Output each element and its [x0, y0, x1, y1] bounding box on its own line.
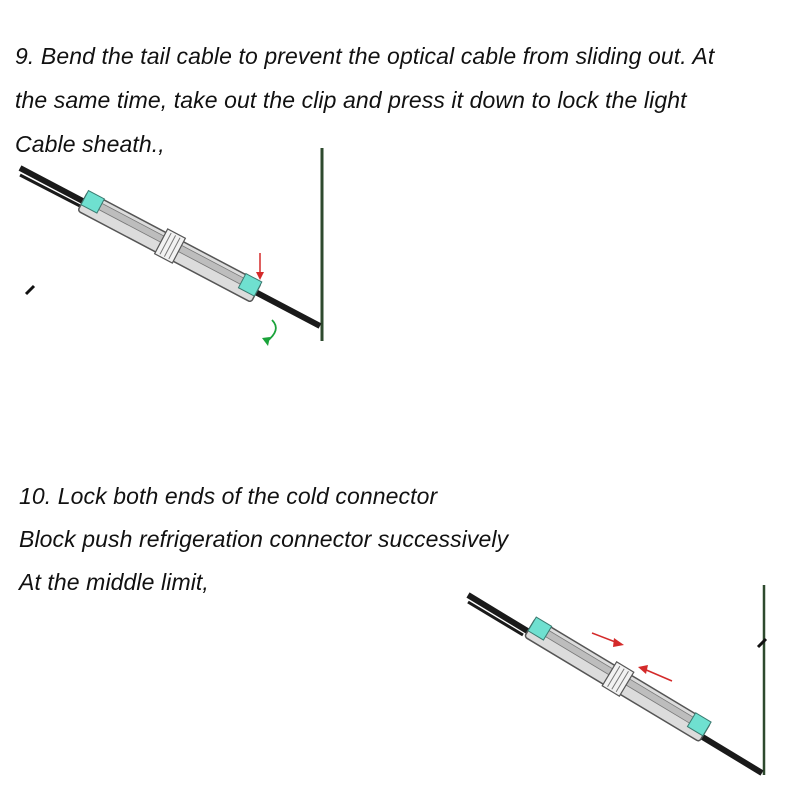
step-9-line-3: Cable sheath.,	[15, 131, 165, 157]
step-9-line-1: 9. Bend the tail cable to prevent the optical cable from sliding out. At	[15, 43, 715, 69]
step-9-illustration	[20, 148, 330, 348]
step-10-instructions	[19, 475, 508, 604]
step-10-illustration	[468, 585, 768, 785]
step-10-line-1: 10. Lock both ends of the cold connector	[19, 483, 438, 509]
arrow-right-icon	[592, 633, 624, 647]
cold-connector	[77, 188, 263, 304]
arrow-left-icon	[638, 665, 672, 681]
step-9-instructions	[15, 34, 714, 166]
cold-connector	[523, 614, 712, 743]
step-9-line-2: the same time, take out the clip and press it down to lock the light	[15, 87, 687, 113]
step-10-line-3: At the middle limit,	[19, 569, 209, 595]
cable-tail	[20, 175, 80, 206]
curved-arrow-icon	[262, 320, 276, 346]
edge-mark	[26, 286, 34, 294]
cable-tail	[468, 602, 523, 635]
arrow-down-icon	[256, 253, 264, 280]
step-10-line-2: Block push refrigeration connector successively	[19, 526, 509, 552]
